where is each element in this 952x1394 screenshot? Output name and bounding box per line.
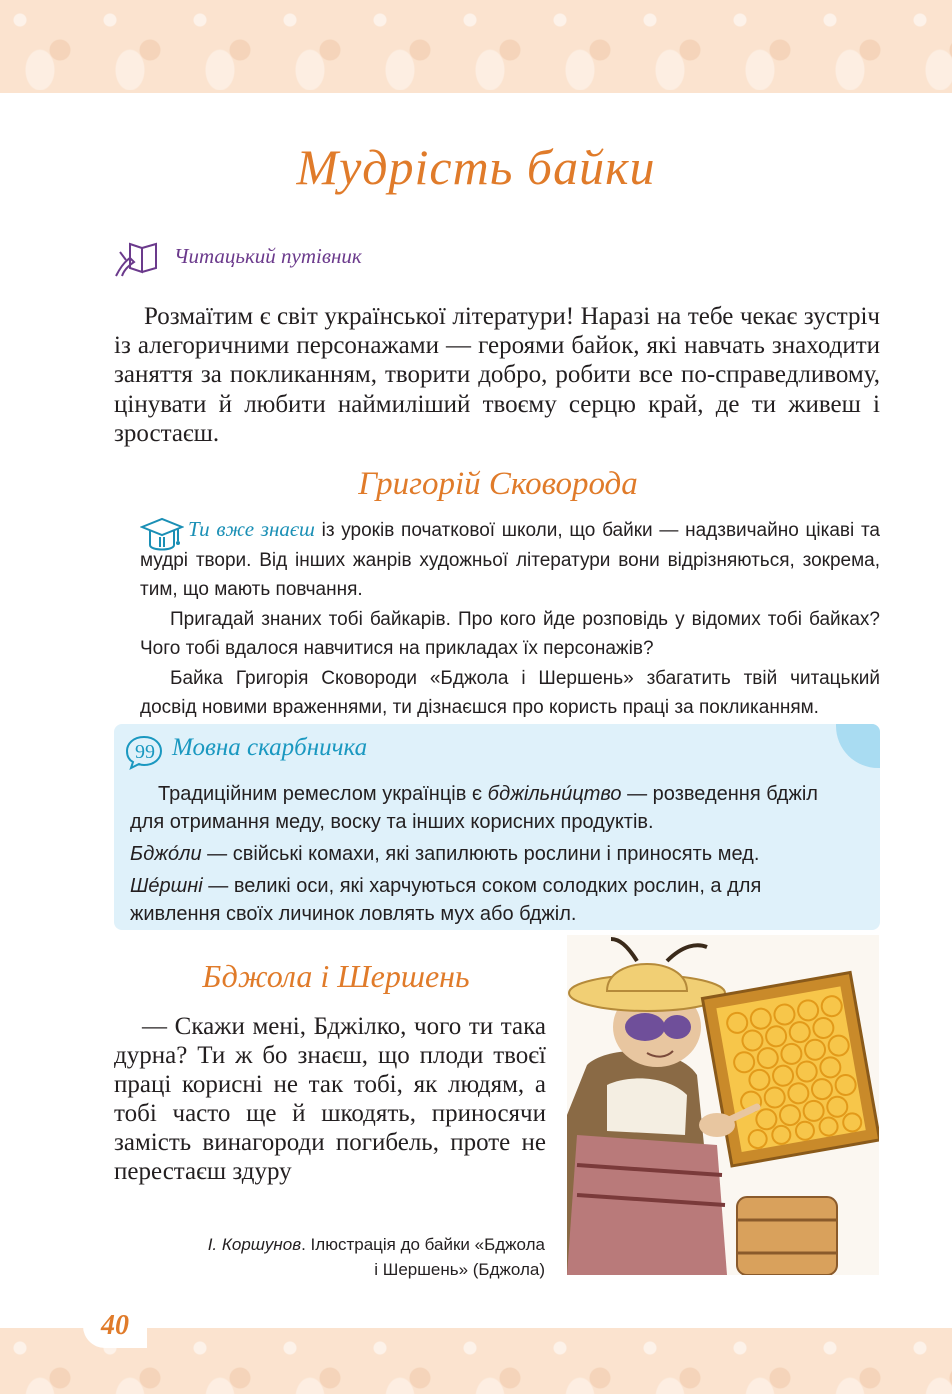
bee-beekeeper-drawing [567,935,879,1275]
reading-guide-label: Читацький путівник [174,244,362,268]
lex-term-beekeeping: бджільни́цтво [487,783,622,805]
page-number: 40 [83,1304,147,1348]
lex-paragraph-bees [130,840,842,868]
corner-decoration [836,724,880,768]
lex-text: — великі оси, які харчуються соком солодких рослин, а для живлення своїх личинок ловлять мух або бджіл. [130,875,762,925]
quote-bubble-icon [124,734,164,770]
fable-text: — Скажи мені, Бджілко, чого ти така дурна? Ти ж бо знаєш, що плоди твоєї праці корисні не так тобі, як людям, а тобі часто ще й шкодять, приносячи замість винагороди погибель, проте не перестаєш здуру [114,1013,546,1185]
lex-text: Традиційним ремеслом українців є [158,783,488,805]
svg-text:99: 99 [135,741,155,763]
page-title: Мудрість байки [296,139,656,195]
you-know-section [140,515,880,723]
lex-text: — свійські комахи, які запилюють рослини і приносять мед. [201,843,760,865]
you-know-label: Ти вже знаєш [188,517,315,541]
book-hand-icon [112,238,162,278]
lex-text: — розведення бджіл для отримання меду, воску та інших корисних продуктів. [130,783,818,833]
caption-author: І. Коршунов [207,1235,302,1254]
lex-paragraph-hornets [130,872,842,928]
you-know-text-1: із уроків початкової школи, що байки — надзвичайно цікаві та мудрі твори. Від інших жанрів художньої літератури вони відрізняються, зокрема, тим, що мають повчання. [140,520,881,600]
you-know-text-3: Байка Григорія Сковороди «Бджола і Шершень» збагатить твій читацький досвід новими враженнями, ти дізнаєшся про користь праці за покликанням. [140,667,880,718]
illustration-caption [200,1232,545,1282]
bee-illustration [567,935,879,1275]
caption-text: . Ілюстрація до байки «Бджола і Шершень» (Бджола) [301,1235,545,1279]
author-heading: Григорій Сковорода [358,466,638,502]
lex-paragraph-beekeeping [130,780,842,836]
lex-term-hornets: Ше́ршні [130,875,203,897]
language-treasury-box [114,724,880,930]
intro-paragraph: Розмаїтим є світ української літератури! Наразі на тебе чекає зустріч із алегоричними персонажами — героями байок, які навчать знаходити заняття за покликанням, творити добро, робити все по-справедливому, цінувати й любити наймиліший твоєму серцю край, де ти живеш і зростаєш. [114,303,880,447]
language-treasury-title: Мовна скарбничка [172,734,368,761]
you-know-text-2: Пригадай знаних тобі байкарів. Про кого йде розповідь у відомих тобі байках? Чого тобі вдалося навчитися на прикладах їх персонажів? [140,608,880,659]
graduation-cap-icon [140,515,184,555]
top-ornament-band [0,0,952,93]
fable-title: Бджола і Шершень [202,958,470,994]
lex-term-bees: Бджо́ли [130,843,202,865]
